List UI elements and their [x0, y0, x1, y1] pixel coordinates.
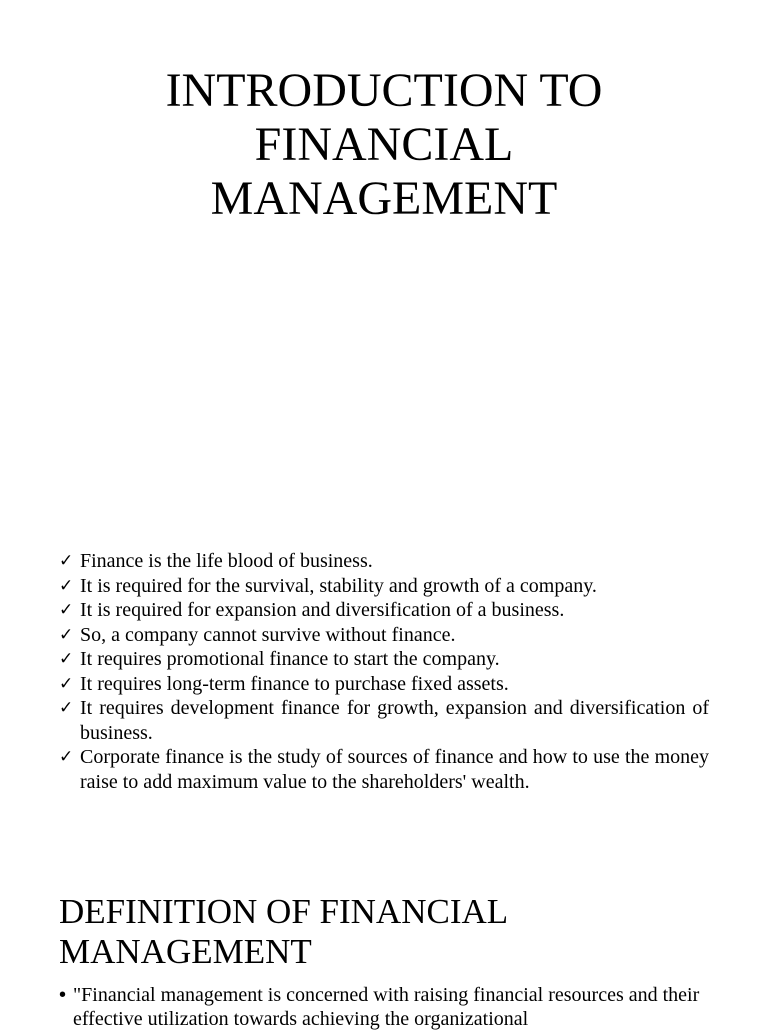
section-heading-line: DEFINITION OF FINANCIAL	[59, 892, 509, 931]
list-item	[59, 574, 709, 599]
title-line: FINANCIAL	[254, 118, 514, 171]
list-item-text: It is required for expansion and diversification of a business.	[80, 599, 565, 621]
checkmark-icon: ✓	[59, 575, 74, 596]
list-item-text: It requires long-term finance to purchase fixed assets.	[80, 672, 509, 695]
list-item-text: It requires development finance for growth, expansion and diversification of business.	[80, 697, 709, 744]
checkmark-icon: ✓	[59, 747, 74, 767]
list-item	[59, 623, 709, 648]
checkmark-icon: ✓	[59, 624, 74, 645]
list-item	[59, 696, 709, 745]
intro-check-list	[59, 549, 709, 794]
list-item	[59, 647, 709, 672]
bullet-icon: •	[59, 984, 67, 1006]
page-title	[100, 64, 668, 226]
checkmark-icon: ✓	[59, 698, 74, 718]
list-item	[59, 672, 709, 697]
list-item-text: It requires promotional finance to start the company.	[80, 648, 500, 670]
list-item-text: So, a company cannot survive without finance.	[80, 623, 456, 646]
list-item-text: It is required for the survival, stability and growth of a company.	[80, 574, 597, 597]
list-item	[59, 598, 709, 623]
checkmark-icon: ✓	[59, 649, 74, 669]
list-item	[59, 745, 709, 794]
section-heading	[59, 892, 699, 972]
list-item-text: Corporate finance is the study of sources of finance and how to use the money raise to add maximum value to the shareholders' wealth.	[80, 746, 709, 793]
checkmark-icon: ✓	[59, 551, 74, 571]
list-item-text: Finance is the life blood of business.	[80, 550, 373, 572]
checkmark-icon: ✓	[59, 673, 74, 694]
title-line: INTRODUCTION TO	[165, 64, 603, 117]
list-item	[59, 549, 709, 574]
definition-text: "Financial management is concerned with raising financial resources and their effective utilization towards achieving the organizational	[73, 984, 700, 1030]
section-heading-line: MANAGEMENT	[59, 932, 312, 971]
checkmark-icon: ✓	[59, 600, 74, 620]
title-line: MANAGEMENT	[210, 172, 558, 225]
